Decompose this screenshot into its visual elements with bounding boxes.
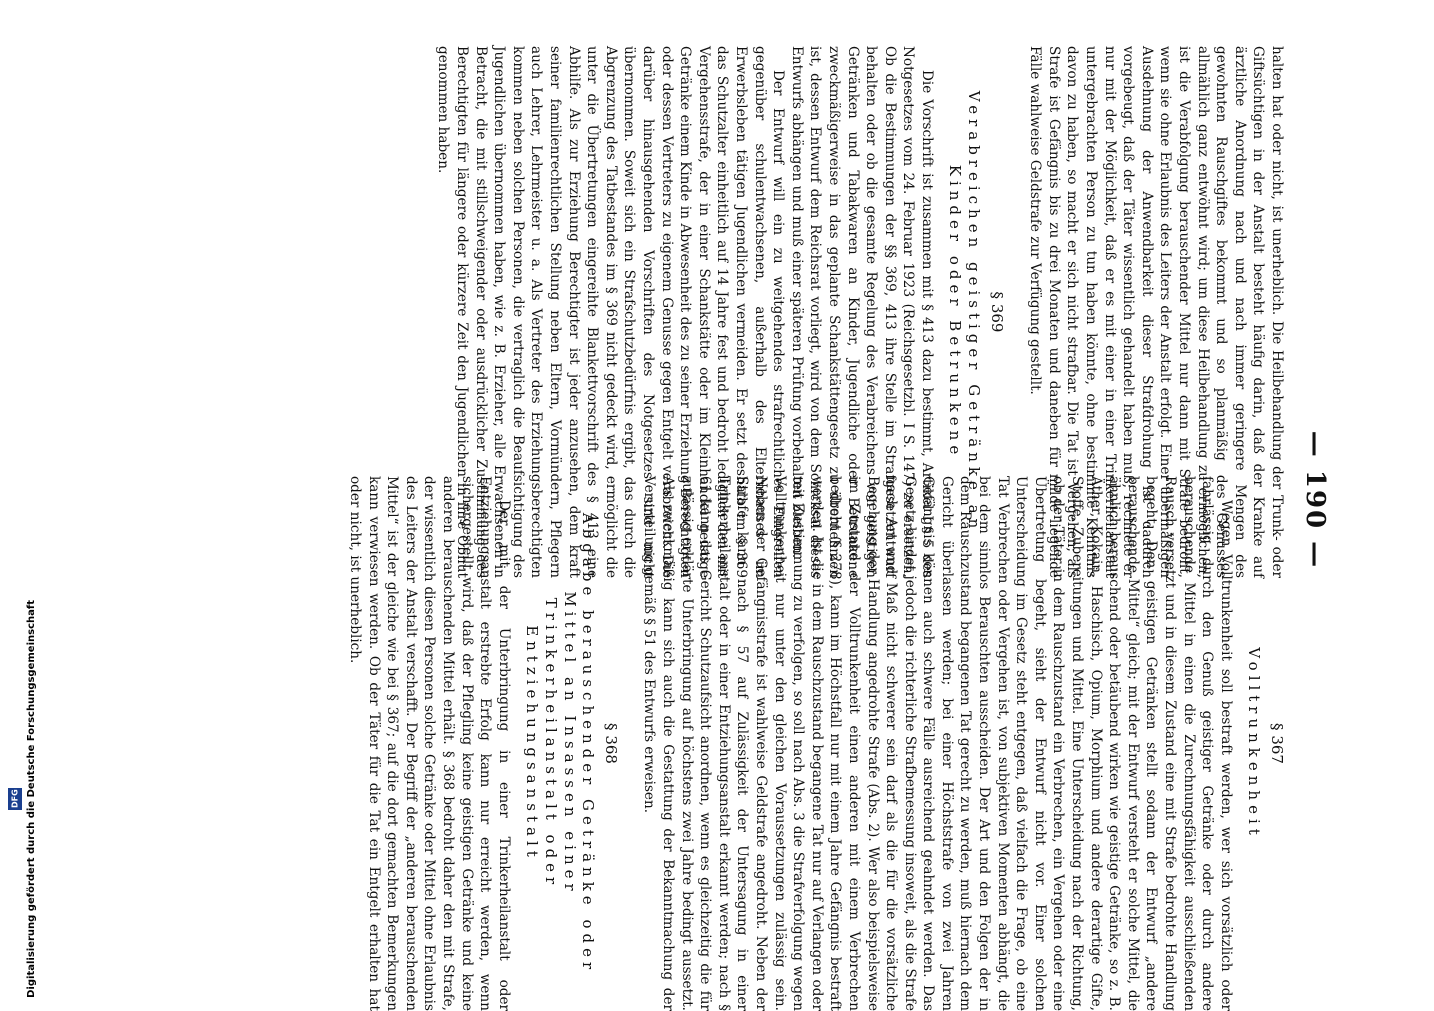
section-368-paragraph: Der mit der Unterbringung in einer Trinkerheilanstalt oder Entziehungsanstalt erstrebte Erfolg kann nur erreicht werden, wenn sichergestellt wird, daß der Pflegling keine geistigen Getränke und keine anderen berauschenden Mittel erhält. § 368 bedroht daher den mit Strafe, der wissentlich diesen Personen solche Getränke oder Mittel ohne Erlaubnis des Leiters der Anstalt verschafft. Der Begriff der „anderen berauschenden Mittel“ ist der gleiche wie bei § 367; auf die dort gemachten Bemerkungen kann verwiesen werden. Ob der Täter für die Tat ein Entgelt erhalten hat oder nicht, ist unerheblich. [347,476,512,1011]
page-number: — 190 — [1300,430,1330,570]
right-column [346,476,1287,1011]
section-367-paragraph: Wegen Volltrunkenheit soll bestraft werden, wer sich vorsätzlich oder fahrlässig durch den Genuß geistiger Getränke oder durch andere berauschende Mittel in einen die Zurechnungsfähigkeit ausschließenden Rausch versetzt und in diesem Zustand eine mit Strafe bedrohte Handlung begeht. Den geistigen Getränken stellt sodann der Entwurf „andere berauschende Mittel“ gleich; mit der Entwurf versteht er solche Mittel, die ähnlich berauschend oder betäubend wirken wie geistige Getränke, so z. B. Äther, Kokain, Haschisch, Opium, Morphium und andere derartige Gifte, Stoffe, Zubereitungen und Mittel. Eine Unterscheidung nach der Richtung, ob der Täter in dem Rauschzustand ein Verbrechen, ein Vergehen oder eine Übertretung begeht, sieht der Entwurf nicht vor. Einer solchen Unterscheidung im Gesetz steht entgegen, daß vielfach die Frage, ob eine Tat Verbrechen oder Vergehen ist, von subjektiven Momenten abhängt, die bei dem sinnlos Berauschten ausscheiden. Der Art und den Folgen der in dem Rauschzustand begangenen Tat gerecht zu werden, muß hiernach dem Gericht überlassen werden; bei einer Höchststrafe von zwei Jahren Gefängnis können auch schwere Fälle ausreichend geahndet werden. Das Gesetz bindet jedoch die richterliche Strafbemessung insoweit, als die Strafe nach Art und Maß nicht schwerer sein darf als die für die vorsätzliche Begehung der Handlung angedrohte Strafe (Abs. 2). Wer also beispielsweise im Zustand der Volltrunkenheit einen anderen mit einem Verbrechen bedroht (§ 278), kann im Höchstfall nur mit einem Jahre Gefängnis bestraft werden. Ist die in dem Rauschzustand begangene Tat nur auf Verlangen oder mit Zustimmung zu verfolgen, so soll nach Abs. 3 die Strafverfolgung wegen Volltrunkenheit nur unter den gleichen Voraussetzungen zulässig sein. Neben der Gefängnisstrafe ist wahlweise Geldstrafe angedroht. Neben der Strafe kann nach § 57 auf Zulässigkeit der Untersagung in einer Trinkerheilanstalt oder in einer Entziehungsanstalt erkannt werden; nach § 61 kann das Gericht Schutzaufsicht anordnen, wenn es gleichzeitig die für zulässig erklärte Unterbringung auf höchstens zwei Jahre bedingt aussetzt. Als zweckmäßig kann sich auch die Gestattung der Bekanntmachung der Verurteilung gemäß § 51 des Entwurfs erweisen. [641,476,1234,1011]
funding-text: Digitalisierung gefördert durch die Deutsche Forschungsgemeinschaft [26,600,37,998]
section-369-number: § 369 [987,291,1006,333]
section-369-paragraph: Der Entwurf will ein zu weitgehendes strafrechtliches Eingreifen gegenüber schulentwachsenen, außerhalb des Elternhauses im Erwerbsleben tätigen Jugendlichen vermeiden. Er setzt deshalb im § 369 das Schutzalter einheitlich auf 14 Jahre fest und bedroht lediglich den mit Vergehensstrafe, der in einer Schankstätte oder im Kleinhandel geistige Getränke einem Kinde in Abwesenheit des zu seiner Erziehung Berechtigten oder dessen Vertreters zu eigenem Genusse gegen Entgelt verabreicht. Die darüber hinausgehenden Vorschriften des Notgesetzes sind nicht übernommen. Soweit sich ein Strafschutzbedürfnis ergibt, das durch die Abgrenzung des Tatbestandes im § 369 nicht gedeckt wird, ermöglicht die unter die Übertretungen eingereihte Blankettvorschrift des § 413 eine Abhilfe. Als zur Erziehung Berechtigter ist jeder anzusehen, dem kraft seiner familienrechtlichen Stellung neben Eltern, Vormündern, Pflegern auch Lehrer, Lehrmeister u. a. Als Vertreter des Erziehungsberechtigten kommen neben solchen Personen, die vertraglich die Beaufsichtigung des Jugendlichen übernommen haben, wie z. B. Erzieher, alle Erwachsenen in Betracht, die mit stillschweigender oder ausdrücklicher Zustimmung des Berechtigten für längere oder kürzere Zeit den Jugendlichen in ihre Obhut genommen haben. [435,46,787,578]
section-368-number: § 368 [601,723,620,764]
dfg-logo-icon: DFG [8,788,22,810]
funding-note [8,600,37,998]
section-369-paragraph: Die Vorschrift ist zusammen mit § 413 dazu bestimmt, Artikel I § 5 des Notgesetzes vom 24. Februar 1923 (Reichsgesetzbl. I S. 147) zu ersetzen. Ob die Bestimmungen der §§ 369, 413 ihre Stelle im Strafgesetzentwurf behalten oder ob die gesamte Regelung des Verabreichens von geistigen Getränken und Tabakwaren an Kinder, Jugendliche oder Betrunkene zweckmäßigerweise in das geplante Schankstättengesetz zu übernehmen ist, dessen Entwurf dem Reichsrat vorliegt, wird von dem Schicksal dieses Entwurfs abhängen und muß einer späteren Prüfung vorbehalten bleiben. [788,46,935,578]
section-367-title: Volltrunkenheit [1245,647,1264,840]
section-368-title: Abgabe berauschender Getränke oder Mittel an Insassen einer Trinkerheilanstalt oder Entziehungsanstalt [523,512,598,975]
continuation-paragraph: halten hat oder nicht, ist unerheblich. Die Heilbehandlung der Trunk- oder Giftsüchtigen in der Anstalt besteht häufig darin, daß der Kranke auf ärztliche Anordnung nach und nach immer geringere Mengen des gewohnten Rauschgiftes bekommt und so planmäßig des Genusses allmählich ganz entwöhnt wird; um diese Heilbehandlung zu ermöglichen, ist die Verabfolgung berauschender Mittel nur dann mit Strafe bedroht, wenn sie ohne Erlaubnis des Leiters der Anstalt erfolgt. Einer übermäßigen Ausdehnung der Anwendbarkeit dieser Strafdrohung ist dadurch vorgebeugt, daß der Täter wissentlich gehandelt haben muß; rechnete er nur mit der Möglichkeit, daß er es mit einer in einer Trinkerheilanstalt untergebrachten Person zu tun haben könnte, ohne bestimmte Kenntnis davon zu haben, so macht er sich nicht strafbar. Die Tat ist Vergehen; als Strafe ist Gefängnis bis zu drei Monaten und daneben für milde liegende Fälle wahlweise Geldstrafe zur Verfügung gestellt. [1027,46,1285,578]
section-367-number: § 367 [1268,723,1286,764]
section-369-title: Verabreichen geistiger Getränke an Kinder oder Betrunkene [946,90,984,534]
